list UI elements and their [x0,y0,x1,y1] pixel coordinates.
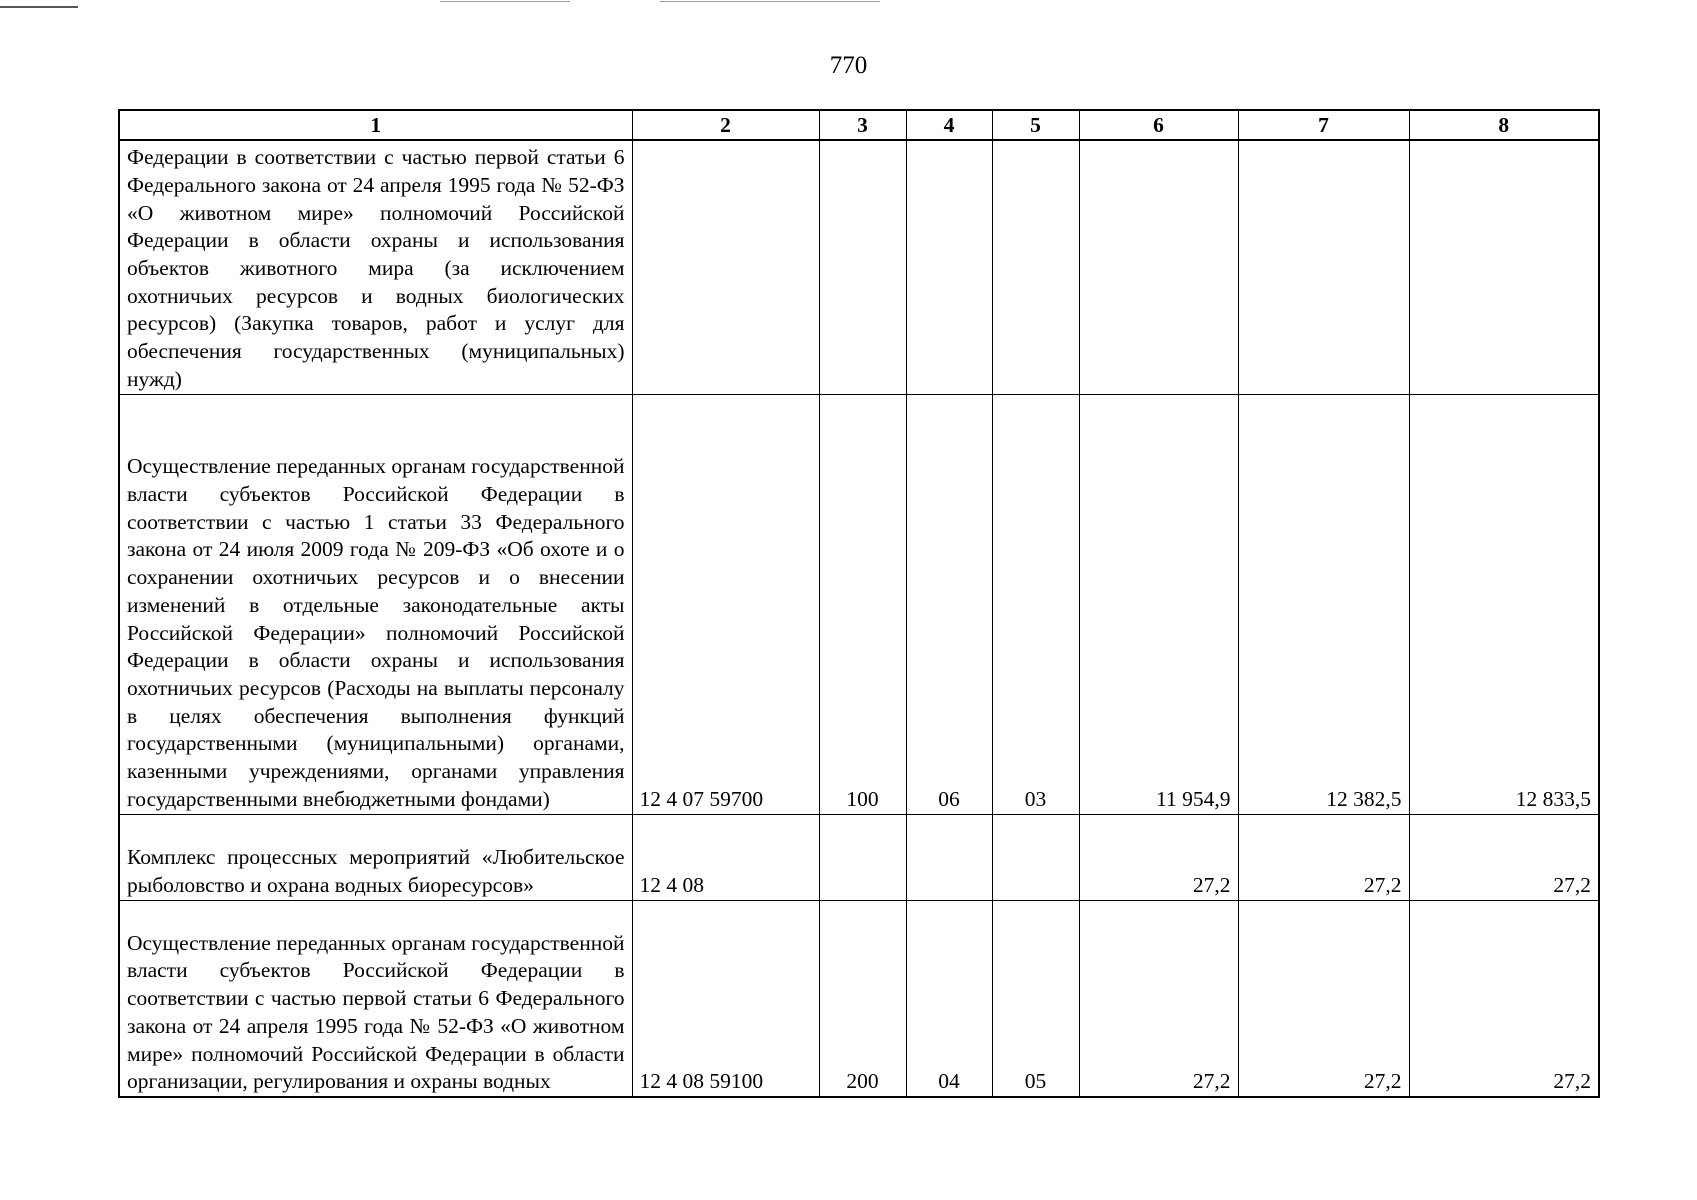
row-amount-col8: 27,2 [1409,814,1599,900]
row-description: Осуществление переданных органам государственной власти субъектов Российской Федерации в соответствии с частью первой статьи 6 Федерального закона от 24 апреля 1995 года № 52-ФЗ «О животном мире» полномочий Российской Федерации в области организации, регулирования и охраны водных [119,900,632,1097]
row-section: 04 [906,900,992,1097]
column-header: 8 [1409,110,1599,140]
row-subsection: 05 [992,900,1079,1097]
row-amount-col8: 27,2 [1409,900,1599,1097]
page-number: 770 [829,52,868,79]
column-header: 1 [119,110,632,140]
column-header: 7 [1238,110,1409,140]
table-row [119,140,1599,394]
row-amount-col6: 27,2 [1079,814,1238,900]
row-amount-col7: 27,2 [1238,814,1409,900]
column-header: 4 [906,110,992,140]
column-header: 5 [992,110,1079,140]
row-amount-col6: 27,2 [1079,900,1238,1097]
row-description: Комплекс процессных мероприятий «Любительское рыболовство и охрана водных биоресурсов» [119,814,632,900]
scan-artifact-line [440,1,570,2]
row-description: Осуществление переданных органам государственной власти субъектов Российской Федерации в соответствии с частью 1 статьи 33 Федерального закона от 24 июля 2009 года № 209-ФЗ «Об охоте и о сохранении охотничьих ресурсов и о внесении изменений в отдельные законодательные акты Российской Федерации» полномочий Российской Федерации в области охраны и использования охотничьих ресурсов (Расходы на выплаты персоналу в целях обеспечения выполнения функций государственными (муниципальными) органами, казенными учреждениями, органами управления государственными внебюджетными фондами) [119,394,632,814]
row-subsection [992,814,1079,900]
scan-artifact-line [0,6,78,8]
row-amount-col8 [1409,140,1599,394]
row-amount-col7: 12 382,5 [1238,394,1409,814]
row-expense-type: 100 [819,394,906,814]
row-description: Федерации в соответствии с частью первой статьи 6 Федерального закона от 24 апреля 1995 года № 52-ФЗ «О животном мире» полномочий Российской Федерации в области охраны и использования объектов животного мира (за исключением охотничьих ресурсов и водных биологических ресурсов) (Закупка товаров, работ и услуг для обеспечения государственных (муниципальных) нужд) [119,140,632,394]
row-amount-col6: 11 954,9 [1079,394,1238,814]
row-amount-col6 [1079,140,1238,394]
row-section [906,140,992,394]
budget-table [118,109,1600,1098]
column-header: 6 [1079,110,1238,140]
table-row [119,814,1599,900]
row-amount-col8: 12 833,5 [1409,394,1599,814]
table-header-row [119,110,1599,140]
table-row [119,394,1599,814]
row-subsection [992,140,1079,394]
table-row [119,900,1599,1097]
row-expense-type [819,814,906,900]
row-expense-type: 200 [819,900,906,1097]
row-target-code: 12 4 07 59700 [632,394,819,814]
row-subsection: 03 [992,394,1079,814]
row-section [906,814,992,900]
column-header: 2 [632,110,819,140]
row-amount-col7: 27,2 [1238,900,1409,1097]
row-expense-type [819,140,906,394]
scan-artifact-line [660,1,880,2]
column-header: 3 [819,110,906,140]
row-amount-col7 [1238,140,1409,394]
row-section: 06 [906,394,992,814]
row-target-code: 12 4 08 59100 [632,900,819,1097]
row-target-code: 12 4 08 [632,814,819,900]
row-target-code [632,140,819,394]
